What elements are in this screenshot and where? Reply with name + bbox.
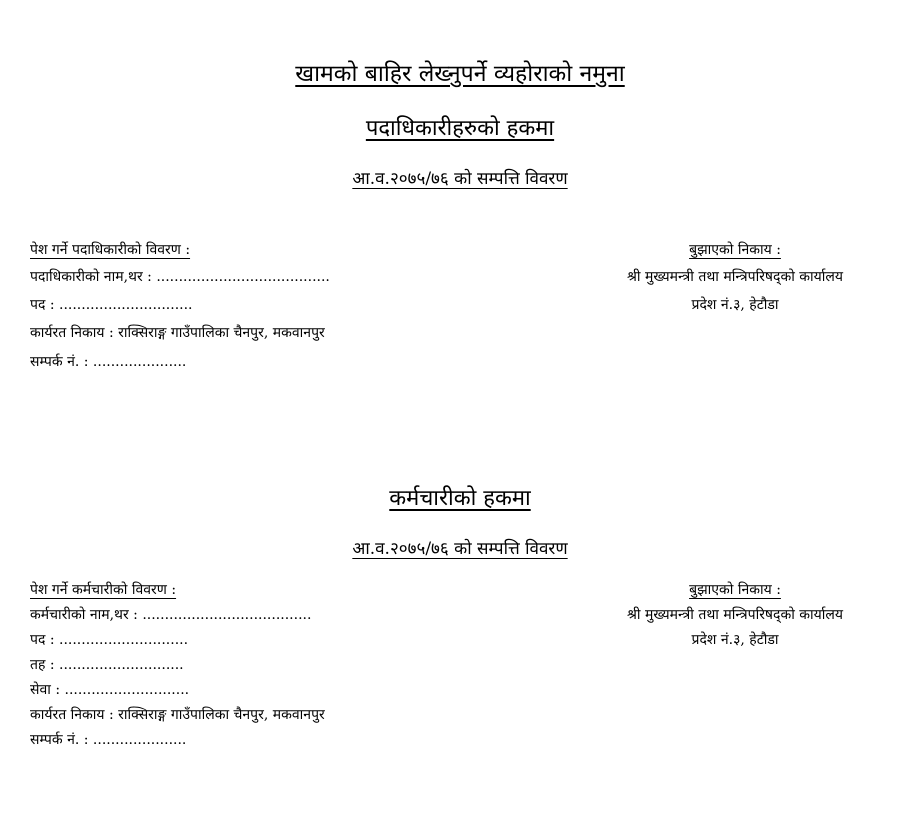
- officials-office-line: कार्यरत निकाय : राक्सिराङ्ग गाउँपालिका चैनपुर, मकवानपुर: [30, 325, 325, 341]
- employees-heading: कर्मचारीको हकमा: [389, 486, 531, 511]
- employees-right-heading: बुझाएको निकाय :: [689, 582, 781, 598]
- employees-recipient-address: प्रदेश नं.३, हेटौडा: [691, 632, 779, 648]
- employees-office-line: कार्यरत निकाय : राक्सिराङ्ग गाउँपालिका चैनपुर, मकवानपुर: [30, 707, 325, 723]
- officials-heading: पदाधिकारीहरुको हकमा: [365, 116, 555, 141]
- employees-recipient-office: श्री मुख्यमन्त्री तथा मन्त्रिपरिषद्को कार्यालय: [626, 607, 844, 623]
- employees-left-heading: पेश गर्ने कर्मचारीको विवरण :: [30, 582, 177, 598]
- officials-right-heading: बुझाएको निकाय :: [689, 242, 781, 258]
- employees-service-line: सेवा : ............................: [30, 682, 190, 698]
- officials-recipient-office: श्री मुख्यमन्त्री तथा मन्त्रिपरिषद्को कार्यालय: [626, 269, 844, 285]
- officials-recipient-address: प्रदेश नं.३, हेटौडा: [691, 297, 779, 313]
- officials-subheading: आ.व.२०७५/७६ को सम्पत्ति विवरण: [352, 169, 568, 189]
- officials-name-line: पदाधिकारीको नाम,थर : .......................................: [30, 269, 330, 285]
- officials-left-heading: पेश गर्ने पदाधिकारीको विवरण :: [30, 242, 191, 258]
- main-title: खामको बाहिर लेख्नुपर्ने व्यहोराको नमुना: [295, 61, 625, 87]
- employees-contact-line: सम्पर्क नं. : .....................: [30, 732, 187, 748]
- employees-post-line: पद : .............................: [30, 632, 189, 648]
- officials-contact-line: सम्पर्क नं. : .....................: [30, 354, 187, 370]
- employees-name-line: कर्मचारीको नाम,थर : ......................................: [30, 607, 312, 623]
- officials-post-line: पद : ..............................: [30, 297, 193, 313]
- employees-level-line: तह : ............................: [30, 657, 184, 673]
- employees-subheading: आ.व.२०७५/७६ को सम्पत्ति विवरण: [352, 539, 568, 559]
